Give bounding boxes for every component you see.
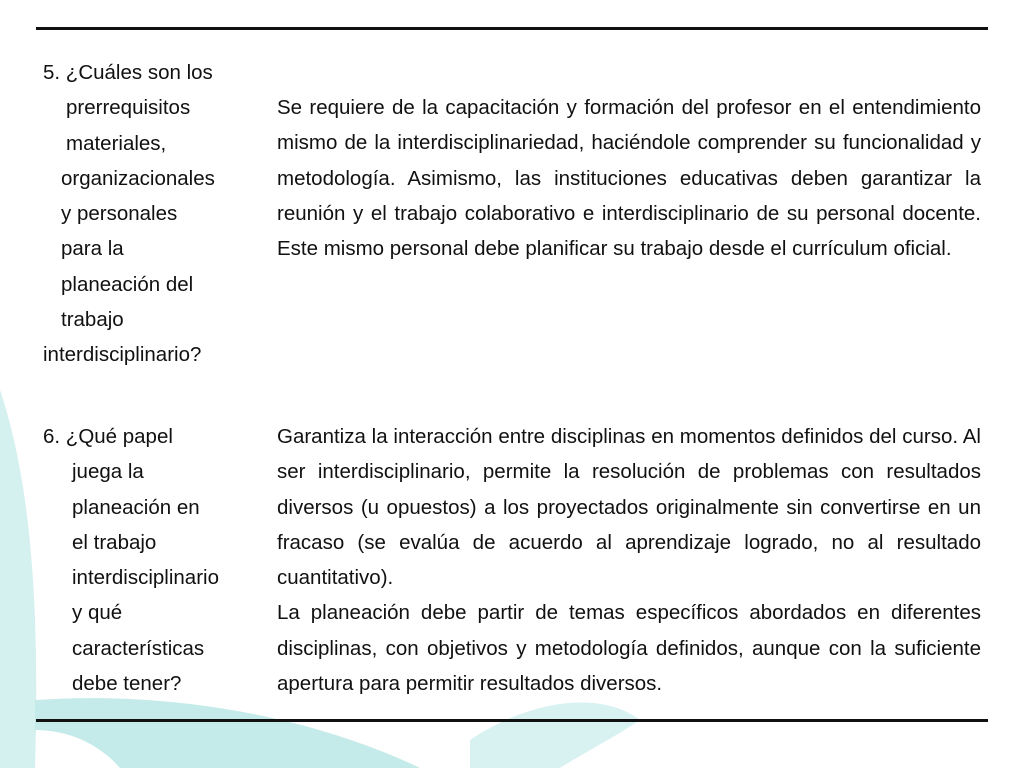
question-line: 6. ¿Qué papel: [43, 425, 173, 448]
question-line: materiales,: [66, 131, 167, 155]
question-line: para la: [61, 237, 124, 261]
answer-5: [277, 90, 981, 266]
swoosh-shape-right: [470, 703, 640, 768]
question-line: y personales: [61, 202, 178, 226]
question-line: planeación del: [61, 272, 194, 296]
question-line: y qué: [72, 601, 123, 625]
question-line: interdisciplinario: [72, 566, 219, 590]
answer-paragraph: Garantiza la interacción entre disciplinas en momentos definidos del curso. Al ser interdisciplinario, permite la resolución de problemas con resultados diversos (u opuestos) a los proyectados originalmente sin convertirse en un fracaso (se evalúa de acuerdo al aprendizaje logrado, no al resultado cuantitativo).: [277, 425, 981, 590]
answer-paragraph: Se requiere de la capacitación y formación del profesor en el entendimiento mismo de la interdisciplinariedad, haciéndole comprender su funcionalidad y metodología. Asimismo, las instituciones educativas deben garantizar la reunión y el trabajo colaborativo e interdisciplinario de su personal docente. Este mismo personal debe planificar su trabajo desde el currículum oficial.: [277, 96, 981, 261]
question-line: trabajo: [61, 308, 124, 332]
top-rule: [36, 27, 988, 30]
question-6: [43, 419, 219, 701]
question-line: interdisciplinario?: [43, 343, 202, 367]
answer-6: [277, 419, 981, 701]
swoosh-shape-left: [0, 390, 36, 768]
question-line: juega la: [72, 460, 144, 484]
question-line: el trabajo: [72, 530, 157, 554]
question-5: [43, 55, 215, 373]
question-line: 5. ¿Cuáles son los: [43, 61, 213, 84]
bottom-rule: [36, 719, 988, 722]
answer-paragraph: La planeación debe partir de temas específicos abordados en diferentes disciplinas, con objetivos y metodología definidos, aunque con la suficiente apertura para permitir resultados diversos.: [277, 601, 981, 696]
swoosh-shape-bottom: [35, 698, 420, 768]
question-line: debe tener?: [72, 672, 182, 696]
question-line: planeación en: [72, 495, 200, 519]
question-line: características: [72, 636, 205, 660]
question-line: prerrequisitos: [66, 96, 191, 120]
question-line: organizacionales: [61, 166, 215, 190]
